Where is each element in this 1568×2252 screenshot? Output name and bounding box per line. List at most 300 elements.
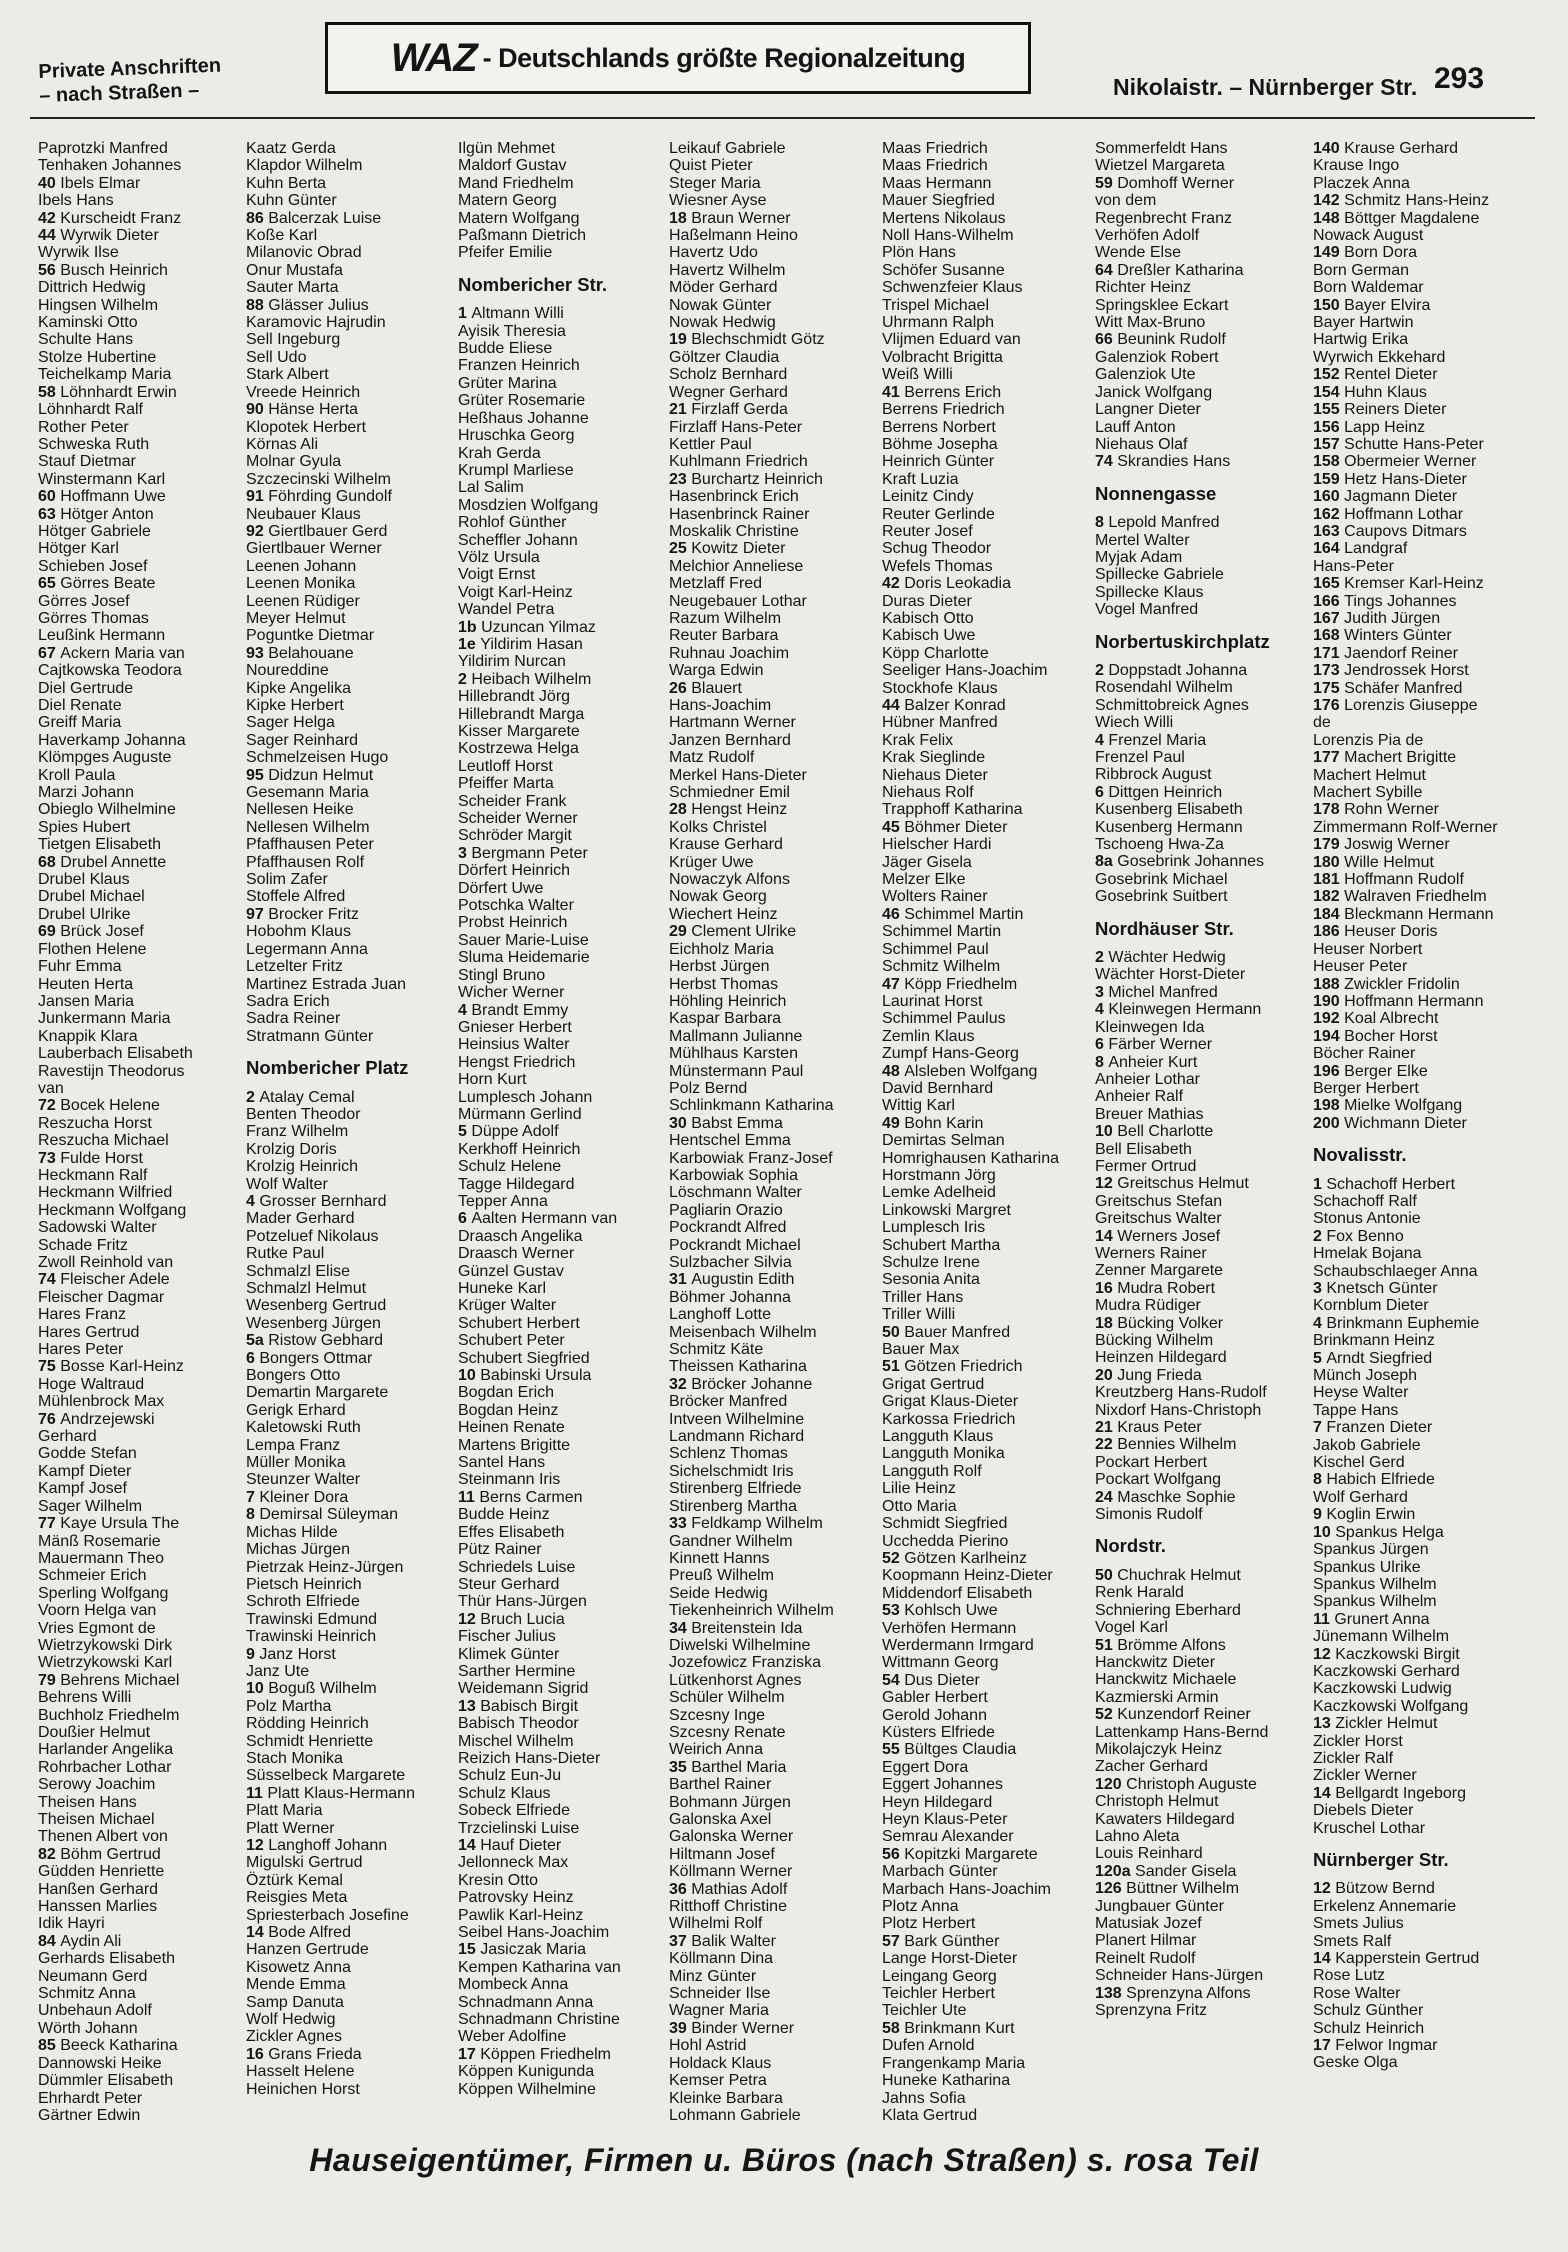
- house-number: 51: [1095, 1636, 1118, 1654]
- directory-entry: [38, 645, 250, 662]
- directory-entry: Razum Wilhelm: [669, 609, 782, 627]
- directory-entry: Jahns Sofia: [882, 2089, 966, 2107]
- directory-entry: David Bernhard: [882, 1079, 994, 1097]
- house-number: 5: [1313, 1349, 1327, 1367]
- house-number: 14: [1313, 1950, 1336, 1968]
- directory-entry: Stirenberg Elfriede: [669, 1480, 802, 1498]
- directory-entry: Körnas Ali: [246, 435, 319, 453]
- directory-entry: Vogel Karl: [1095, 1619, 1168, 1637]
- directory-entry: Scheffler Johann: [458, 531, 578, 549]
- directory-entry: Lal Salim: [458, 479, 524, 497]
- resident-name: Mathias Adolf: [691, 1880, 788, 1898]
- directory-entry: [246, 210, 458, 227]
- directory-entry: Heinichen Horst: [246, 2080, 360, 2098]
- directory-entry: Schaubschlaeger Anna: [1313, 1262, 1478, 1280]
- house-number: 75: [38, 1358, 61, 1376]
- directory-entry: [882, 1115, 1094, 1132]
- directory-entry: Göltzer Claudia: [669, 348, 780, 366]
- house-number: 16: [1095, 1279, 1118, 1297]
- directory-entry: Hillebrandt Marga: [458, 705, 585, 723]
- directory-entry: Greitschus Stefan: [1095, 1192, 1223, 1210]
- resident-name: Firzlaff Gerda: [691, 401, 788, 419]
- directory-entry: [1313, 366, 1538, 383]
- house-number: 4: [1095, 731, 1109, 749]
- directory-entry: Klapdor Wilhelm: [246, 157, 363, 175]
- street-heading: Nombericher Str.: [458, 273, 608, 295]
- directory-entry: [246, 1332, 458, 1349]
- directory-entry: Jäger Gisela: [882, 853, 972, 871]
- directory-entry: Schulz Heinrich: [1313, 2019, 1425, 2037]
- house-number: 65: [38, 575, 61, 593]
- resident-name: Maschke Sophie: [1117, 1488, 1236, 1506]
- resident-name: Bocek Helene: [60, 1097, 160, 1115]
- directory-entry: [669, 801, 881, 818]
- directory-entry: Volbracht Brigitta: [882, 348, 1003, 366]
- house-number: 50: [1095, 1566, 1118, 1584]
- directory-entry: Hiltmann Josef: [669, 1845, 775, 1863]
- directory-entry: [1095, 1001, 1307, 1018]
- directory-entry: Brinkmann Heinz: [1313, 1332, 1435, 1350]
- house-number: 2: [1313, 1227, 1327, 1245]
- house-number: 60: [38, 488, 61, 506]
- house-number: 3: [1313, 1280, 1327, 1297]
- directory-entry: [1313, 645, 1538, 662]
- house-number: 44: [882, 697, 905, 714]
- directory-entry: Sadra Reiner: [246, 1010, 341, 1028]
- directory-entry: Kisser Margarete: [458, 723, 580, 740]
- directory-entry: Demirtas Selman: [882, 1132, 1005, 1150]
- resident-name: Kunzendorf Reiner: [1117, 1706, 1251, 1724]
- house-number: 140: [1313, 140, 1345, 157]
- directory-entry: [669, 1881, 881, 1898]
- house-number: 4: [1095, 1001, 1109, 1019]
- section-title-line2: – nach Straßen –: [38, 79, 200, 107]
- directory-entry: Kinnett Hanns: [669, 1549, 770, 1567]
- house-number: 4: [1313, 1314, 1327, 1332]
- resident-name: Breitenstein Ida: [691, 1619, 803, 1637]
- directory-entry: de: [1313, 714, 1331, 732]
- directory-entry: [1095, 1123, 1307, 1140]
- house-number: 77: [38, 1515, 61, 1533]
- directory-entry: [246, 2046, 458, 2063]
- resident-name: Grunert Anna: [1334, 1610, 1430, 1628]
- house-number: 158: [1313, 453, 1345, 471]
- directory-entry: Mertel Walter: [1095, 531, 1190, 549]
- directory-entry: Sell Udo: [246, 348, 307, 366]
- resident-name: Babst Emma: [691, 1114, 783, 1132]
- resident-name: Grans Frieda: [268, 2045, 362, 2063]
- house-number: 51: [882, 1358, 905, 1376]
- house-number: 47: [882, 975, 905, 993]
- directory-entry: Wilhelmi Rolf: [669, 1915, 763, 1933]
- directory-entry: Hötger Karl: [38, 540, 119, 558]
- directory-entry: Wefels Thomas: [882, 557, 993, 575]
- directory-entry: [1313, 697, 1538, 714]
- directory-entry: Schulz Eun-Ju: [458, 1767, 562, 1785]
- directory-entry: Wächter Horst-Dieter: [1095, 966, 1246, 984]
- resident-name: Wichmann Dieter: [1344, 1114, 1467, 1132]
- directory-entry: Berger Herbert: [1313, 1079, 1419, 1097]
- resident-name: Habich Elfriede: [1326, 1471, 1435, 1489]
- directory-entry: Sprenzyna Fritz: [1095, 2002, 1208, 2020]
- directory-entry: [38, 2037, 250, 2054]
- directory-entry: [246, 1193, 458, 1210]
- house-number: 17: [458, 2045, 481, 2063]
- house-number: 46: [882, 905, 905, 923]
- resident-name: Blauert: [691, 679, 742, 697]
- directory-entry: Kraft Luzia: [882, 470, 959, 488]
- directory-entry: Zemlin Klaus: [882, 1027, 975, 1045]
- directory-entry: Werners Rainer: [1095, 1244, 1207, 1262]
- directory-entry: Krumpl Marliese: [458, 461, 574, 479]
- directory-entry: Schulz Klaus: [458, 1784, 551, 1802]
- house-number: 32: [669, 1375, 692, 1393]
- resident-name: Ibels Elmar: [60, 174, 141, 192]
- directory-entry: Rohlof Günther: [458, 514, 567, 532]
- directory-entry: Machert Helmut: [1313, 766, 1426, 784]
- directory-entry: [669, 1271, 881, 1288]
- directory-entry: [38, 1358, 250, 1375]
- directory-entry: Seeliger Hans-Joachim: [882, 662, 1048, 680]
- directory-entry: Heuser Peter: [1313, 958, 1408, 976]
- directory-entry: Görres Thomas: [38, 609, 149, 627]
- resident-name: Löhnhardt Erwin: [60, 383, 177, 401]
- directory-entry: Kostrzewa Helga: [458, 740, 579, 758]
- directory-entry: [1313, 488, 1538, 505]
- directory-entry: [1313, 244, 1538, 261]
- banner-tagline: - Deutschlands größte Regionalzeitung: [482, 42, 966, 73]
- directory-entry: [38, 384, 250, 401]
- directory-entry: Hanßen Gerhard: [38, 1880, 159, 1898]
- directory-entry: [1095, 262, 1307, 279]
- directory-entry: [1313, 801, 1538, 818]
- directory-entry: Jozefowicz Franziska: [669, 1654, 822, 1672]
- house-number: 22: [1095, 1436, 1118, 1454]
- house-number: 14: [1095, 1227, 1118, 1245]
- house-number: 24: [1095, 1488, 1118, 1506]
- directory-entry: Verhöfen Adolf: [1095, 227, 1200, 245]
- directory-entry: [246, 1924, 458, 1941]
- directory-entry: Kischel Gerd: [1313, 1454, 1405, 1472]
- house-number: 120: [1095, 1775, 1127, 1793]
- directory-entry: Verhöfen Hermann: [882, 1619, 1017, 1637]
- resident-name: Grosser Bernhard: [259, 1192, 387, 1210]
- directory-entry: Schlinkmann Katharina: [669, 1097, 834, 1115]
- directory-entry: [1095, 1054, 1307, 1071]
- directory-entry: [38, 1933, 250, 1950]
- directory-entry: Pockart Herbert: [1095, 1453, 1208, 1471]
- directory-entry: Leenen Rüdiger: [246, 592, 360, 610]
- resident-name: Schachoff Herbert: [1326, 1175, 1456, 1193]
- resident-name: Ristow Gebhard: [268, 1332, 383, 1350]
- directory-entry: Kuhlmann Friedrich: [669, 453, 808, 471]
- directory-entry: Löhnhardt Ralf: [38, 401, 143, 419]
- directory-entry: Rother Peter: [38, 418, 129, 436]
- directory-entry: Öztürk Kemal: [246, 1871, 343, 1889]
- directory-entry: Smets Ralf: [1313, 1932, 1392, 1950]
- directory-entry: [882, 697, 1094, 714]
- directory-entry: Völz Ursula: [458, 548, 540, 566]
- resident-name: Jung Frieda: [1117, 1366, 1202, 1384]
- directory-entry: Geske Olga: [1313, 2054, 1398, 2072]
- street-heading: Norbertuskirchplatz: [1095, 630, 1270, 652]
- house-number: 73: [38, 1149, 61, 1167]
- directory-entry: [1313, 627, 1538, 644]
- directory-entry: Maldorf Gustav: [458, 157, 567, 175]
- directory-entry: Gärtner Edwin: [38, 2106, 141, 2124]
- directory-entry: Budde Heinz: [458, 1506, 550, 1524]
- directory-entry: Mühlhaus Karsten: [669, 1045, 798, 1063]
- directory-entry: Grigat Gertrud: [882, 1375, 985, 1393]
- directory-entry: Krak Felix: [882, 731, 954, 749]
- directory-entry: Zickler Ralf: [1313, 1749, 1394, 1767]
- resident-name: Aalten Hermann van: [471, 1210, 618, 1228]
- directory-entry: Hans-Joachim: [669, 697, 772, 714]
- directory-entry: Onur Mustafa: [246, 261, 343, 279]
- directory-entry: [882, 1602, 1094, 1619]
- directory-entry: [458, 1123, 670, 1140]
- directory-entry: [1095, 984, 1307, 1001]
- directory-entry: Knappik Klara: [38, 1027, 138, 1045]
- directory-entry: Mischel Wilhelm: [458, 1732, 574, 1750]
- resident-name: Doppstadt Johanna: [1108, 661, 1248, 679]
- directory-entry: [458, 1611, 670, 1628]
- house-number: 171: [1313, 644, 1345, 662]
- directory-entry: [246, 1506, 458, 1523]
- directory-entry: [1313, 1471, 1538, 1488]
- house-number: 1b: [458, 618, 482, 636]
- directory-entry: Hanssen Marlies: [38, 1898, 158, 1916]
- house-number: 69: [38, 923, 61, 941]
- directory-entry: Hasselt Helene: [246, 2063, 355, 2081]
- directory-entry: Zickler Horst: [1313, 1732, 1403, 1750]
- resident-name: Köpp Friedhelm: [904, 975, 1018, 993]
- house-number: 188: [1313, 975, 1345, 993]
- directory-entry: Löschmann Walter: [669, 1184, 802, 1202]
- resident-name: Kohlsch Uwe: [904, 1602, 998, 1620]
- directory-entry: [458, 619, 670, 636]
- directory-entry: Langner Dieter: [1095, 401, 1201, 419]
- house-number: 21: [1095, 1419, 1118, 1437]
- resident-name: Yildirim Hasan: [480, 635, 583, 653]
- house-number: 8: [1095, 1053, 1109, 1071]
- directory-entry: Weber Adolfine: [458, 2028, 567, 2046]
- resident-name: Domhoff Werner: [1117, 174, 1235, 192]
- directory-entry: Gabler Herbert: [882, 1689, 988, 1707]
- resident-name: Wille Helmut: [1344, 853, 1434, 871]
- directory-entry: Scholz Bernhard: [669, 366, 788, 384]
- directory-entry: Gerhards Elisabeth: [38, 1950, 175, 1968]
- house-number: 13: [1313, 1715, 1336, 1733]
- resident-name: Rentel Dieter: [1344, 366, 1438, 384]
- directory-entry: Migulski Gertrud: [246, 1854, 363, 1872]
- directory-entry: Bogdan Heinz: [458, 1401, 559, 1419]
- directory-entry: Niehaus Olaf: [1095, 435, 1188, 453]
- directory-entry: Görres Josef: [38, 592, 130, 610]
- directory-entry: Janick Wolfgang: [1095, 383, 1213, 401]
- directory-entry: [1313, 523, 1538, 540]
- house-number: 159: [1313, 470, 1345, 488]
- directory-entry: Weidemann Sigrid: [458, 1680, 589, 1698]
- house-number: 67: [38, 644, 61, 662]
- directory-entry: Ucchedda Pierino: [882, 1532, 1009, 1550]
- house-number: 181: [1313, 871, 1345, 889]
- resident-name: Joswig Werner: [1344, 836, 1450, 854]
- directory-entry: Schmalzl Elise: [246, 1262, 351, 1280]
- directory-entry: Spriesterbach Josefine: [246, 1906, 409, 1924]
- directory-entry: Schulte Hans: [38, 331, 134, 349]
- directory-entry: Mende Emma: [246, 1976, 346, 1994]
- resident-name: Bleckmann Hermann: [1344, 905, 1494, 923]
- directory-entry: Teichelkamp Maria: [38, 366, 172, 384]
- directory-entry: Hmelak Bojana: [1313, 1245, 1422, 1263]
- house-number: 88: [246, 296, 269, 314]
- directory-entry: Neubauer Klaus: [246, 505, 361, 523]
- directory-entry: Louis Reinhard: [1095, 1845, 1203, 1863]
- directory-entry: Trawinski Edmund: [246, 1610, 378, 1628]
- resident-name: Fleischer Adele: [60, 1271, 170, 1289]
- house-number: 186: [1313, 923, 1345, 941]
- directory-entry: Böhmer Johanna: [669, 1288, 791, 1306]
- directory-entry: Schubert Siegfried: [458, 1349, 590, 1367]
- directory-entry: Potzeluef Nikolaus: [246, 1227, 379, 1245]
- directory-entry: Effes Elisabeth: [458, 1523, 565, 1541]
- directory-entry: Leutloff Horst: [458, 757, 553, 775]
- resident-name: Bark Günther: [904, 1932, 1000, 1950]
- directory-entry: Galenziok Ute: [1095, 366, 1196, 384]
- resident-name: Köppen Friedhelm: [480, 2045, 611, 2063]
- directory-entry: Wiech Willi: [1095, 714, 1174, 732]
- house-number: 12: [1313, 1645, 1336, 1663]
- directory-entry: Stirenberg Martha: [669, 1497, 798, 1515]
- directory-entry: Wittmann Georg: [882, 1654, 999, 1672]
- directory-entry: [1313, 854, 1538, 871]
- directory-entry: Quist Pieter: [669, 157, 753, 175]
- directory-entry: Niehaus Dieter: [882, 766, 988, 784]
- directory-entry: Gosebrink Suitbert: [1095, 888, 1228, 906]
- directory-entry: Pfeiffer Marta: [458, 775, 554, 793]
- directory-entry: Potschka Walter: [458, 897, 574, 915]
- directory-entry: [669, 1759, 881, 1776]
- directory-entry: Draasch Werner: [458, 1245, 575, 1263]
- directory-entry: Richter Heinz: [1095, 279, 1192, 297]
- house-number: 18: [669, 209, 692, 227]
- directory-entry: Ehrhardt Peter: [38, 2089, 143, 2107]
- house-number: 168: [1313, 627, 1345, 645]
- directory-entry: Theisen Hans: [38, 1793, 137, 1811]
- house-number: 23: [669, 470, 692, 488]
- house-number: 7: [246, 1488, 260, 1506]
- directory-entry: Haßelmann Heino: [669, 227, 798, 245]
- directory-entry: Stark Albert: [246, 366, 329, 384]
- directory-entry: [1313, 1315, 1538, 1332]
- resident-name: Uzuncan Yilmaz: [481, 618, 596, 636]
- directory-entry: Heuten Herta: [38, 975, 134, 993]
- directory-entry: [1313, 1280, 1538, 1297]
- directory-entry: Bongers Otto: [246, 1367, 341, 1385]
- directory-entry: [882, 1741, 1094, 1758]
- directory-entry: Havertz Udo: [669, 244, 758, 262]
- directory-entry: Hans-Peter: [1313, 557, 1394, 575]
- directory-entry: Samp Danuta: [246, 1993, 344, 2011]
- directory-entry: Wandel Petra: [458, 601, 555, 619]
- directory-entry: Hielscher Hardi: [882, 836, 992, 854]
- directory-entry: Klata Gertrud: [882, 2106, 978, 2124]
- directory-entry: Berrens Norbert: [882, 418, 996, 436]
- directory-entry: [38, 1846, 250, 1863]
- resident-name: Brinkmann Kurt: [904, 2019, 1015, 2037]
- directory-entry: [1313, 210, 1538, 227]
- directory-entry: Bohmann Jürgen: [669, 1793, 791, 1811]
- resident-name: Greitschus Helmut: [1117, 1175, 1249, 1193]
- house-number: 182: [1313, 888, 1345, 906]
- directory-entry: [38, 262, 250, 279]
- directory-entry: Kresin Otto: [458, 1871, 539, 1889]
- resident-name: Bode Alfred: [268, 1924, 351, 1942]
- directory-entry: Voigt Karl-Heinz: [458, 583, 573, 601]
- directory-entry: [38, 175, 250, 192]
- column-7: [1313, 140, 1538, 2072]
- resident-name: Kaye Ursula The: [60, 1515, 180, 1533]
- house-number: 33: [669, 1515, 692, 1533]
- house-number: 92: [246, 522, 269, 540]
- directory-entry: Harlander Angelika: [38, 1741, 174, 1759]
- resident-name: Giertlbauer Gerd: [268, 522, 388, 540]
- resident-name: Jendrossek Horst: [1344, 662, 1469, 680]
- directory-entry: Uhrmann Ralph: [882, 314, 995, 332]
- house-number: 85: [38, 2037, 61, 2055]
- house-number: 34: [669, 1619, 692, 1637]
- street-heading: Novalisstr.: [1313, 1144, 1407, 1166]
- directory-entry: Wolters Rainer: [882, 888, 988, 906]
- directory-entry: Trispel Michael: [882, 296, 989, 314]
- directory-entry: Böhme Josepha: [882, 435, 998, 453]
- resident-name: Drubel Annette: [60, 853, 167, 871]
- directory-entry: Schubert Martha: [882, 1236, 1001, 1254]
- resident-name: Rohn Werner: [1344, 801, 1439, 819]
- directory-entry: Leenen Monika: [246, 575, 356, 593]
- street-heading: Nordhäuser Str.: [1095, 917, 1234, 939]
- directory-entry: Schmidt Henriette: [246, 1732, 374, 1750]
- directory-entry: Gosebrink Michael: [1095, 870, 1228, 888]
- directory-entry: Lilie Heinz: [882, 1480, 956, 1498]
- house-number: 157: [1313, 435, 1345, 453]
- directory-entry: Wörth Johann: [38, 2019, 138, 2037]
- directory-entry: [1095, 853, 1307, 870]
- directory-entry: Metzlaff Fred: [669, 575, 763, 593]
- directory-entry: [1313, 1950, 1538, 1967]
- resident-name: Babinski Ursula: [480, 1367, 592, 1385]
- directory-entry: [882, 1846, 1094, 1863]
- house-number: 14: [246, 1924, 269, 1942]
- directory-entry: [1095, 662, 1307, 679]
- directory-entry: [669, 210, 881, 227]
- directory-entry: Sperling Wolfgang: [38, 1584, 169, 1602]
- resident-name: Barthel Maria: [691, 1758, 787, 1776]
- house-number: 173: [1313, 662, 1345, 680]
- page-number: 293: [1434, 62, 1485, 95]
- directory-entry: Kempen Katharina van: [458, 1958, 621, 1976]
- directory-entry: Frenzel Paul: [1095, 749, 1185, 766]
- house-number: 164: [1313, 540, 1345, 558]
- directory-entry: Eggert Dora: [882, 1758, 969, 1776]
- directory-entry: Draasch Angelika: [458, 1227, 583, 1245]
- house-number: 150: [1313, 296, 1345, 314]
- directory-entry: Kreutzberg Hans-Rudolf: [1095, 1384, 1267, 1402]
- directory-entry: Gnieser Herbert: [458, 1018, 572, 1036]
- directory-entry: Platt Werner: [246, 1819, 335, 1837]
- directory-entry: [1313, 1419, 1538, 1436]
